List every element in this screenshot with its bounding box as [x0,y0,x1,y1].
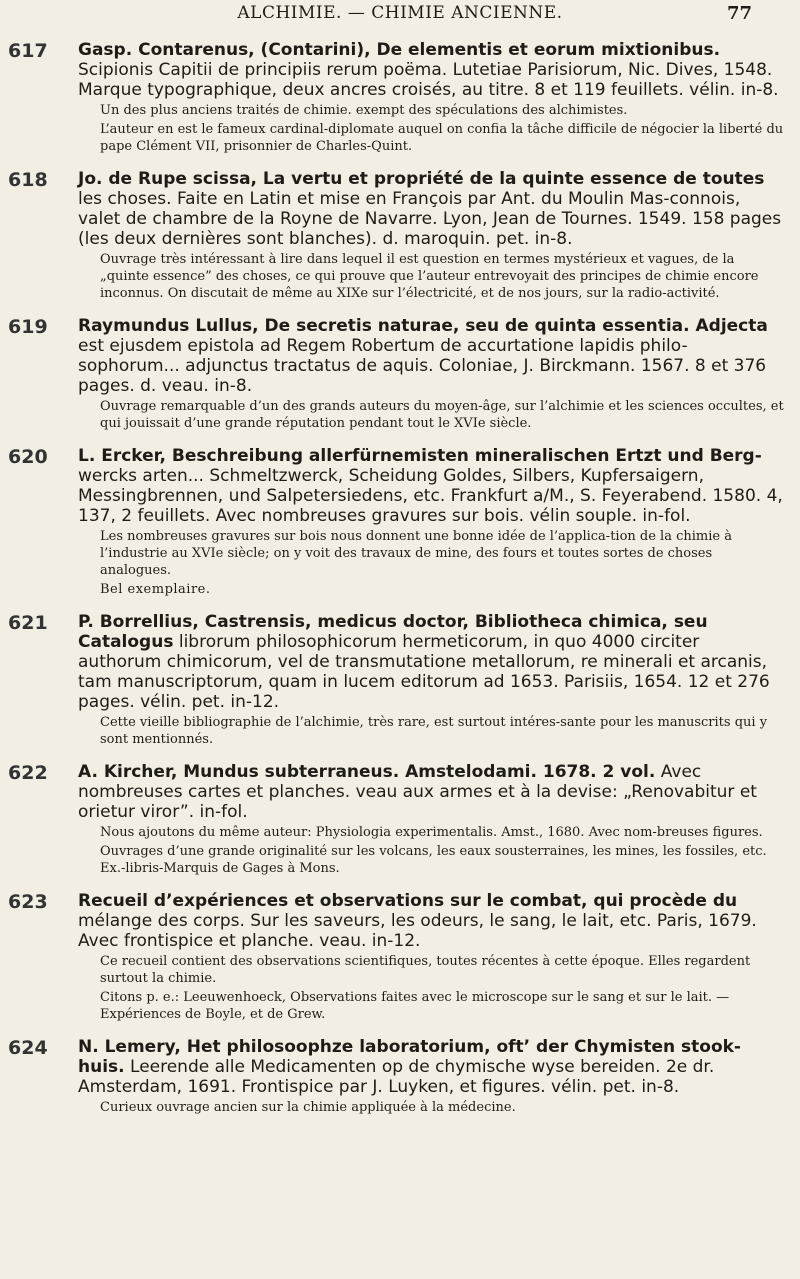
catalogue-entry [0,612,800,748]
entry-description: Avec nombreuses cartes et planches. veau aux armes et à la devise: „Renovabitur et orietur viror”. in-fol. [78,762,757,822]
entry-number: 622 [8,762,48,784]
entry-heading: Gasp. Contarenus, (Contarini), De elementis et eorum mixtionibus. [78,40,721,60]
catalogue-entry [0,891,800,1023]
entry-citation [78,762,784,822]
entry-note: Ouvrage remarquable d’un des grands auteurs du moyen-âge, sur l’alchimie et les sciences occultes, et qui jouissait d’une grande réputation pendant tout le XVIe siècle. [100,399,784,431]
entry-note: L’auteur en est le fameux cardinal-diplomate auquel on confia la tâche difficile de négocier la liberté du pape Clément VII, prisonnier de Charles-Quint. [100,122,784,154]
entry-description: est ejusdem epistola ad Regem Robertum de accurtatione lapidis philo-sophorum... adjunctus tractatus de aquis. Coloniae, J. Birckmann. 1567. 8 et 376 pages. d. veau. in-8. [78,336,767,396]
entry-number: 617 [8,40,48,62]
entry-number: 621 [8,612,48,634]
catalogue-entry [0,1037,800,1116]
entry-note: Curieux ouvrage ancien sur la chimie appliquée à la médecine. [100,1100,516,1115]
entry-description: Scipionis Capitii de principiis rerum poëma. Lutetiae Parisiorum, Nic. Dives, 1548. Marque typographique, deux ancres croisés, au titre. 8 et 119 feuillets. vélin. in-8. [78,60,779,100]
entry-heading: Recueil d’expériences et observations sur le combat, qui procède du [78,891,738,911]
entry-description: mélange des corps. Sur les saveurs, les odeurs, le sang, le lait, etc. Paris, 1679. Avec frontispice et planche. veau. in-12. [78,911,757,951]
entry-number: 619 [8,316,48,338]
catalogue-entry [0,169,800,302]
entry-heading: A. Kircher, Mundus subterraneus. Amstelodami. 1678. 2 vol. [78,762,656,782]
entry-heading: Jo. de Rupe scissa, La vertu et propriété de la quinte essence de toutes [78,169,765,189]
entry-note: Les nombreuses gravures sur bois nous donnent une bonne idée de l’applica-tion de la chimie à l’industrie au XVIe siècle; on y voit des travaux de mine, des fours et toutes sortes de choses analogues. [100,529,732,578]
entry-note: Citons p. e.: Leeuwenhoeck, Observations faites avec le microscope sur le sang et sur le lait. — Expériences de Boyle, et de Grew. [100,990,730,1022]
entry-citation [78,446,784,526]
catalogue-entry [0,40,800,155]
page-header [0,3,800,33]
entry-number: 624 [8,1037,48,1059]
entry-description: librorum philosophicorum hermeticorum, in quo 4000 circiter authorum chimicorum, vel de transmutatione metallorum, re minerali et arcanis, tam manuscriptorum, quam in lucem editorum ad 1653. Parisiis, 1654. 12 et 276 pages. vélin. pet. in-12. [78,632,770,712]
entry-note: Bel exemplaire. [100,582,211,597]
entry-note: Nous ajoutons du même auteur: Physiologia experimentalis. Amst., 1680. Avec nom-breuses figures. [100,825,763,840]
entry-description: Leerende alle Medicamenten op de chymische wyse bereiden. 2e dr. Amsterdam, 1691. Frontispice par J. Luyken, et figures. vélin. pet. in-8. [78,1057,715,1097]
entry-number: 618 [8,169,48,191]
catalogue-entry [0,762,800,877]
page-number: 77 [726,3,752,24]
catalogue-entries [0,40,800,1130]
entry-note: Cette vieille bibliographie de l’alchimie, très rare, est surtout intéres-sante pour les manuscrits qui y sont mentionnés. [100,715,768,747]
entry-citation [78,40,784,100]
entry-citation [78,1037,784,1097]
entry-citation [78,612,784,712]
entry-heading: N. Lemery, Het philosoophze laboratorium, oft’ der Chymisten stook-huis. [78,1037,741,1077]
entry-citation [78,316,784,396]
entry-heading: P. Borrellius, Castrensis, medicus doctor, Bibliotheca chimica, seu Catalogus [78,612,708,652]
catalogue-entry [0,316,800,432]
entry-citation [78,891,784,951]
entry-note: Ouvrage très intéressant à lire dans lequel il est question en termes mystérieux et vagues, de la „quinte essence” des choses, ce qui prouve que l’auteur entrevoyait des principes de chimie encore inconnus. On discutait de même au XIXe sur l’électricité, et de nos jours, sur la radio-activité. [100,252,759,301]
entry-heading: L. Ercker, Beschreibung allerfürnemisten mineralischen Ertzt und Berg- [78,446,762,466]
entry-description: les choses. Faite en Latin et mise en François par Ant. du Moulin Mas-connois, valet de chambre de la Royne de Navarre. Lyon, Jean de Tournes. 1549. 158 pages (les deux dernières sont blanches). d. maroquin. pet. in-8. [78,189,782,249]
entry-heading: Raymundus Lullus, De secretis naturae, seu de quinta essentia. Adjecta [78,316,768,336]
catalogue-entry [0,446,800,598]
entry-description: wercks arten... Schmeltzwerck, Scheidung Goldes, Silbers, Kupfersaigern, Messingbrennen, und Salpetersiedens, etc. Frankfurt a/M., S. Feyerabend. 1580. 4, 137, 2 feuillets. Avec nombreuses gravures sur bois. vélin souple. in-fol. [78,466,783,526]
entry-note: Ouvrages d’une grande originalité sur les volcans, les eaux sousterraines, les mines, les fossiles, etc. Ex.-libris-Marquis de Gages à Mons. [100,844,767,876]
entry-number: 623 [8,891,48,913]
entry-note: Ce recueil contient des observations scientifiques, toutes récentes à cette époque. Elles regardent surtout la chimie. [100,954,751,986]
entry-note: Un des plus anciens traités de chimie. exempt des spéculations des alchimistes. [100,103,628,118]
entry-number: 620 [8,446,48,468]
running-title: ALCHIMIE. — CHIMIE ANCIENNE. [237,3,563,23]
entry-citation [78,169,784,249]
